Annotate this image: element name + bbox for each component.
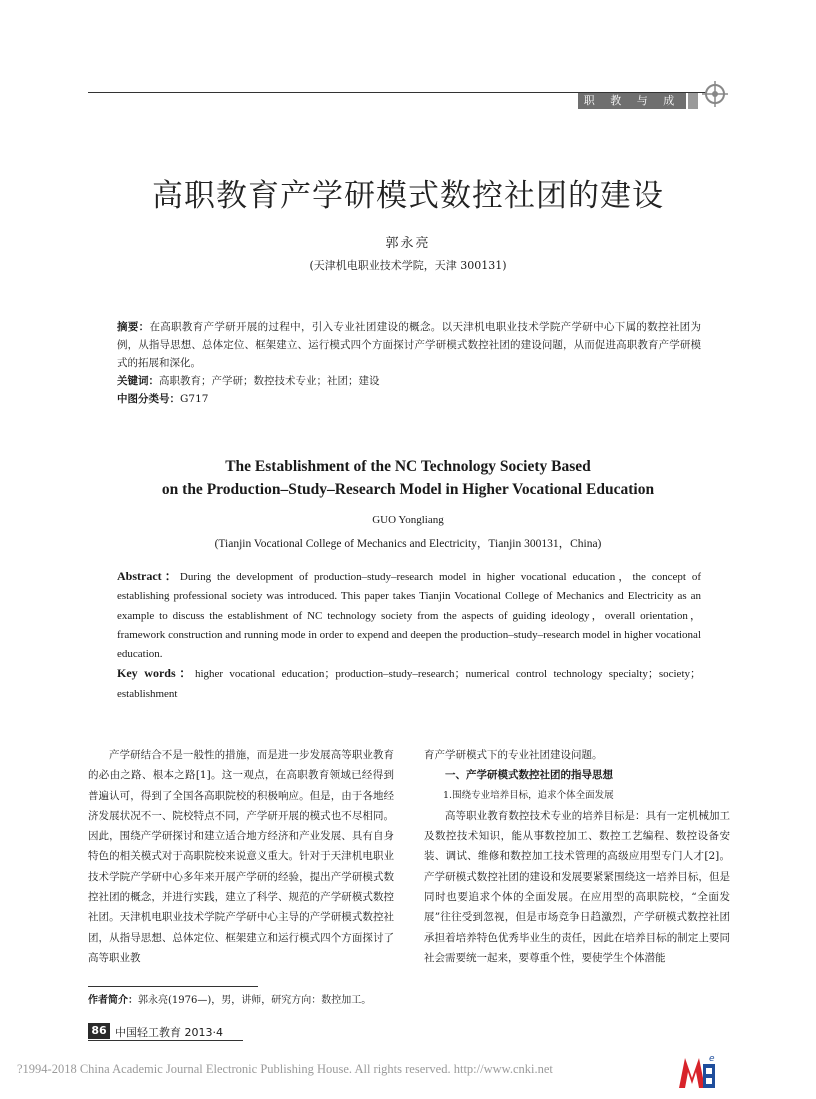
body-paragraph-continued: 育产学研模式下的专业社团建设问题。 [424, 749, 603, 761]
body-paragraph: 产学研结合不是一般性的措施，而是进一步发展高等职业教育的必由之路、根本之路[1]。这一观点，在高职教育领域已经得到普遍认可，得到了全国各高职院校的积极响应。但是，由于各地经济发展状况不一、院校特点不同，产学研开展的模式也不尽相同。因此，围绕产学研探讨和建立适合地方经济和产业发展、具有自身特色的相关模式对于高职院校来说意义重大。针对于天津机电职业技术学院产学研中心多年来开展产学研的经验，提出产学研模式数控社团的概念，并进行实践，建立了科学、规范的产学研模式数控社团。天津机电职业技术学院产学研中心主导的产学研模式数控社团，从指导思想、总体定位、框架建立和运行模式四个方面探讨了高等职业教 [88, 749, 394, 964]
abstract-cn-label: 摘要： [117, 321, 150, 333]
keywords-en-label: Key words： [117, 666, 195, 681]
abstract-cn [117, 318, 701, 408]
english-title [0, 455, 816, 501]
article-title: 高职教育产学研模式数控社团的建设 [152, 178, 664, 214]
abstract-en-text: During the development of production–study–research model in higher vocational education，the concept of establishing professional society was introduced. This paper takes Tianjin Vocational College of Mechanics and Electricity as an example to discuss the establishment of NC technology society from the aspects of guiding ideology，overall orientation，framework construction and running mode in order to expend and deepen the production–study–research model in higher vocational education. [117, 571, 701, 661]
keywords-cn-label: 关键词： [117, 375, 159, 387]
abstract-en [117, 567, 701, 704]
english-author: GUO Yongliang [372, 514, 444, 526]
english-affiliation: (Tianjin Vocational College of Mechanics and Electricity，Tianjin 300131，China) [214, 538, 602, 550]
cnki-logo-icon [677, 1052, 719, 1090]
footnote-text: 郭永亮(1976—)，男，讲师，研究方向：数控加工。 [138, 995, 372, 1006]
abstract-en-label: Abstract： [117, 569, 180, 583]
page-number: 86 [88, 1023, 110, 1039]
author-footnote [88, 991, 371, 1006]
keywords-en-text: higher vocational education；production–study–research；numerical control technology specialty；society；establishment [117, 668, 701, 700]
body-column-left [88, 745, 394, 968]
svg-text:e: e [709, 1054, 715, 1064]
section-tag: 职 教 与 成 教 [578, 93, 686, 109]
author-name: 郭永亮 [385, 236, 431, 251]
section-tag-block [688, 93, 698, 109]
abstract-cn-text: 在高职教育产学研开展的过程中，引入专业社团建设的概念。以天津机电职业技术学院产学研中心下属的数控社团为例，从指导思想、总体定位、框架建立、运行模式四个方面探讨产学研模式数控社团的建设问题，从而促进高职教育产学研模式的拓展和深化。 [117, 321, 702, 369]
subsection-heading: 1.围绕专业培养目标，追求个体全面发展 [443, 789, 614, 801]
body-column-right [424, 745, 730, 968]
section-heading: 一、产学研模式数控社团的指导思想 [445, 769, 613, 782]
english-title-line2: on the Production–Study–Research Model in Higher Vocational Education [161, 481, 655, 498]
copyright-notice: ?1994-2018 China Academic Journal Electronic Publishing House. All rights reserved. http://www.cnki.net [17, 1062, 553, 1076]
journal-name: 中国轻工教育 2013·4 [115, 1026, 223, 1039]
clc-label: 中图分类号： [117, 393, 180, 405]
body-paragraph: 高等职业教育数控技术专业的培养目标是：具有一定机械加工及数控技术知识，能从事数控加工、数控工艺编程、数控设备安装、调试、维修和数控加工技术管理的高级应用型专门人才[2]。产学研模式数控社团的建设和发展要紧紧围绕这一培养目标，但是同时也要追求个体的全面发展。在应用型的高职院校，“全面发展”往往受到忽视，但是市场竞争日趋激烈，产学研模式数控社团承担着培养特色优秀毕业生的责任，因此在培养目标的制定上要同社会需要统一起来，要尊重个性，要使学生个体潜能 [424, 809, 730, 964]
crosshair-icon [700, 79, 730, 109]
author-affiliation: (天津机电职业技术学院，天津 300131) [309, 259, 507, 272]
english-title-line1: The Establishment of the NC Technology Society Based [225, 458, 591, 475]
keywords-cn-text: 高职教育；产学研；数控技术专业；社团；建设 [159, 375, 380, 387]
clc-code: G717 [180, 393, 209, 405]
journal-rule [88, 1040, 243, 1041]
footnote-label: 作者简介： [88, 995, 138, 1006]
footnote-rule [88, 986, 258, 987]
